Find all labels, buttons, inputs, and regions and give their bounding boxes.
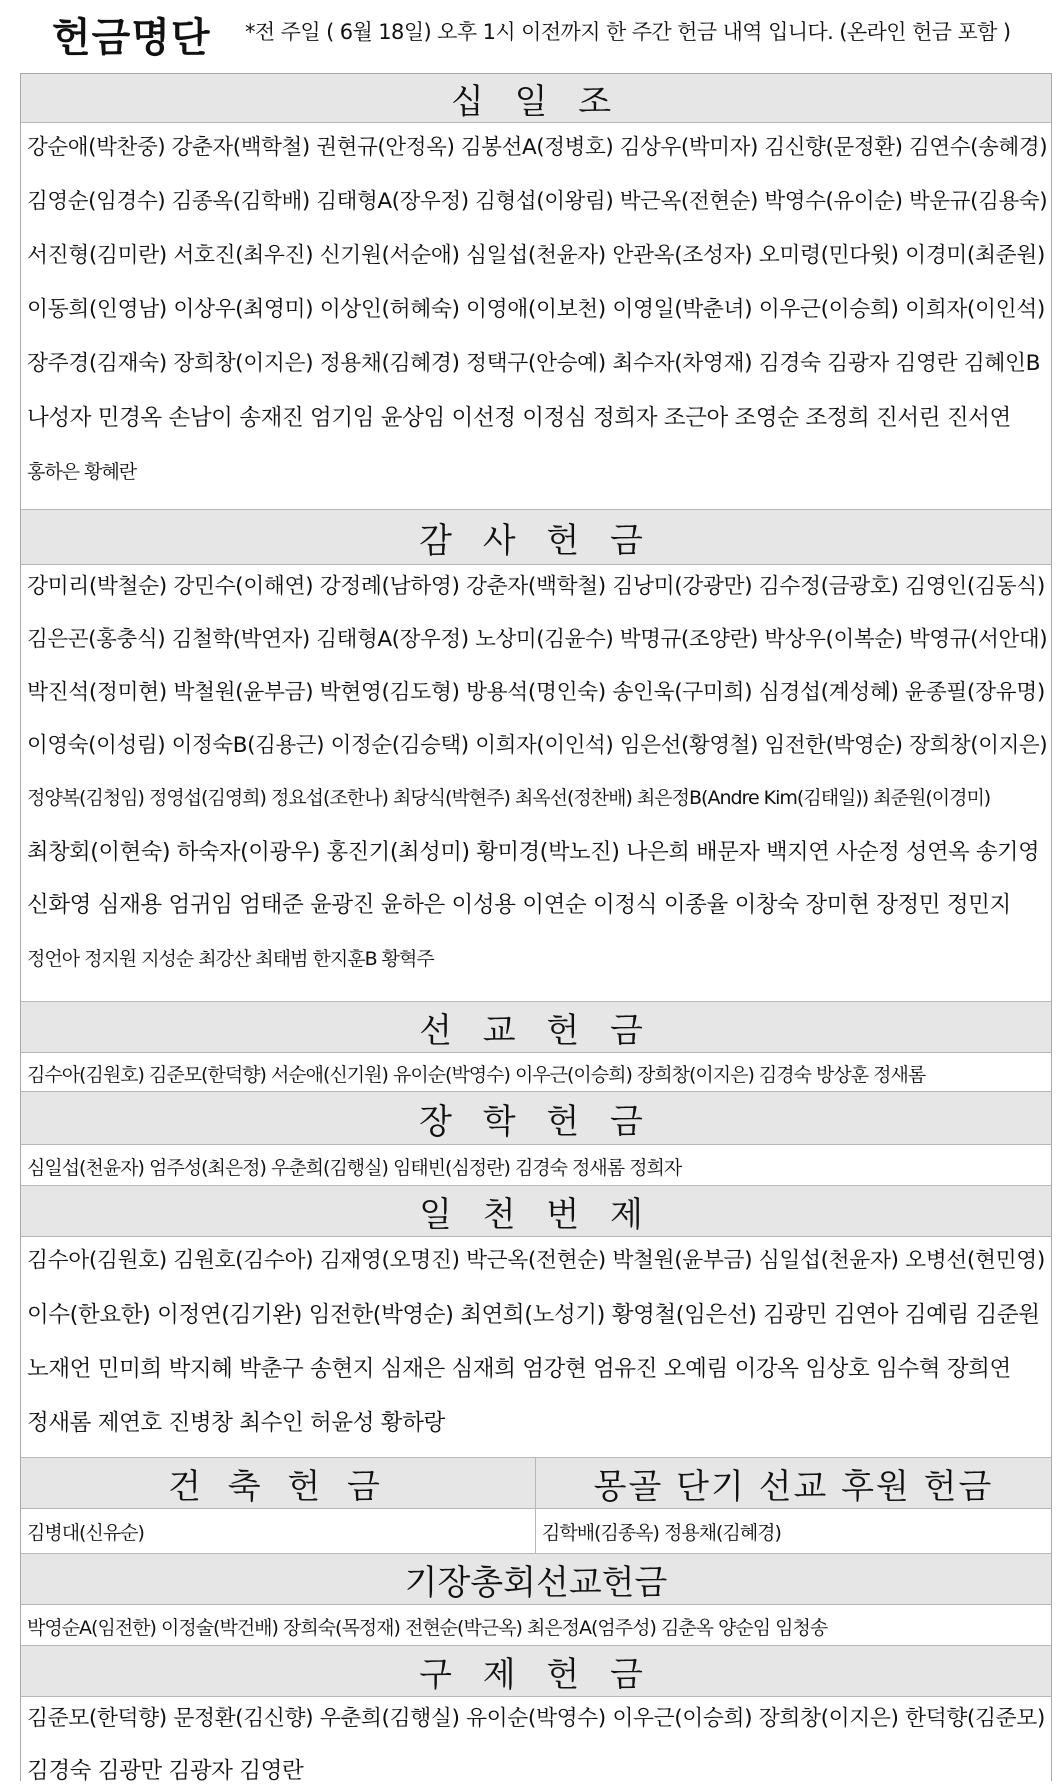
scholarship-list xyxy=(21,1144,1051,1186)
list-item: 김수아(김원호) 김원호(김수아) 김재영(오명진) 박근옥(전현순) 박철원(윤부금) 심일섭(천윤자) 오병선(현민영) xyxy=(27,1248,1045,1273)
thanks-list xyxy=(21,564,1051,1002)
page-title: 헌금명단 xyxy=(52,15,211,61)
list-item: 박영순A(임전한) 이정술(박건배) 장희숙(목정재) 전현순(박근옥) 최은정A(엄주성) 김춘옥 양순임 임청송 xyxy=(27,1617,828,1639)
list-item: 박진석(정미현) 박철원(윤부금) 박현영(김도형) 방용석(명인숙) 송인욱(구미희) 심경섭(계성혜) 윤종필(장유명) xyxy=(27,680,1045,705)
offering-board xyxy=(20,73,1052,1784)
thousand-list xyxy=(21,1236,1051,1458)
list-item: 이동희(인영남) 이상우(최영미) 이상인(허혜숙) 이영애(이보천) 이영일(박춘녀) 이우근(이승희) 이희자(이인석) xyxy=(27,297,1045,322)
list-item: 장주경(김재숙) 장희창(이지은) 정용채(김혜경) 정택구(안승예) 최수자(차영재) 김경숙 김광자 김영란 김혜인B xyxy=(27,351,1041,376)
list-item: 홍하은 황혜란 xyxy=(27,461,137,483)
building-heading: 건 축 헌 금 xyxy=(21,1458,535,1508)
list-item: 나성자 민경옥 손남이 송재진 엄기임 윤상임 이선정 이정심 정희자 조근아 조영순 조정희 진서린 진서연 xyxy=(27,405,1011,431)
list-item: 이수(한요한) 이정연(김기완) 임전한(박영순) 최연희(노성기) 황영철(임은선) 김광민 김연아 김예림 김준원 xyxy=(27,1302,1040,1328)
list-item: 신화영 심재용 엄귀임 엄태준 윤광진 윤하은 이성용 이연순 이정식 이종율 이창숙 장미현 장정민 정민지 xyxy=(27,892,1011,918)
mongolia-heading: 몽골 단기 선교 후원 헌금 xyxy=(536,1458,1051,1508)
list-item: 김경숙 김광만 김광자 김영란 xyxy=(27,1758,304,1784)
list-item: 정양복(김청임) 정영섭(김영희) 정요섭(조한나) 최당식(박현주) 최옥선(정찬배) 최은정B(Andre Kim(김태일)) 최준원(이경미) xyxy=(27,787,991,809)
gijang-heading: 기장총회선교헌금 xyxy=(21,1554,1051,1604)
list-item: 심일섭(천윤자) 엄주성(최은정) 우춘희(김행실) 임태빈(심정란) 김경숙 정새롬 정희자 xyxy=(27,1157,682,1179)
list-item: 강순애(박찬중) 강춘자(백학철) 권현규(안정옥) 김봉선A(정병호) 김상우(박미자) 김신향(문정환) 김연수(송혜경) xyxy=(27,135,1048,160)
list-item: 김은곤(홍충식) 김철학(박연자) 김태형A(장우정) 노상미(김윤수) 박명규(조양란) 박상우(이복순) 박영규(서안대) xyxy=(27,627,1048,652)
mongolia-item: 김학배(김종옥) 정용채(김혜경) xyxy=(542,1522,781,1544)
thousand-heading: 일 천 번 제 xyxy=(21,1186,1051,1236)
list-item: 정언아 정지원 지성순 최강산 최태범 한지훈B 황혁주 xyxy=(27,948,434,970)
mission-heading: 선 교 헌 금 xyxy=(21,1002,1051,1052)
list-item: 김준모(한덕향) 문정환(김신향) 우춘희(김행실) 유이순(박영수) 이우근(이승희) 장희창(이지은) 한덕향(김준모) xyxy=(27,1706,1045,1731)
relief-heading: 구 제 헌 금 xyxy=(21,1646,1051,1696)
list-item: 최창회(이현숙) 하숙자(이광우) 홍진기(최성미) 황미경(박노진) 나은희 배문자 백지연 사순정 성연옥 송기영 xyxy=(27,839,1040,865)
list-item: 노재언 민미희 박지혜 박춘구 송현지 심재은 심재희 엄강현 엄유진 오예림 이강옥 임상호 임수혁 장희연 xyxy=(27,1356,1011,1382)
building-item: 김병대(신유순) xyxy=(27,1522,144,1544)
split-list xyxy=(21,1508,1051,1554)
page-note: *전 주일 ( 6월 18일) 오후 1시 이전까지 한 주간 헌금 내역 입니다. (온라인 헌금 포함 ) xyxy=(245,20,1011,44)
scholarship-heading: 장 학 헌 금 xyxy=(21,1092,1051,1144)
thanks-heading: 감 사 헌 금 xyxy=(21,510,1051,564)
tithe-heading: 십 일 조 xyxy=(21,74,1051,122)
column-divider xyxy=(535,1458,536,1554)
list-item: 강미리(박철순) 강민수(이해연) 강정례(남하영) 강춘자(백학철) 김낭미(강광만) 김수정(금광호) 김영인(김동식) xyxy=(27,574,1045,599)
page-header xyxy=(0,0,1058,70)
list-item: 정새롬 제연호 진병창 최수인 허윤성 황하랑 xyxy=(27,1410,445,1436)
tithe-list xyxy=(21,122,1051,510)
relief-list xyxy=(21,1696,1051,1782)
gijang-list xyxy=(21,1604,1051,1646)
list-item: 서진형(김미란) 서호진(최우진) 신기원(서순애) 심일섭(천윤자) 안관옥(조성자) 오미령(민다윗) 이경미(최준원) xyxy=(27,243,1045,268)
list-item: 이영숙(이성림) 이정숙B(김용근) 이정순(김승택) 이희자(이인석) 임은선(황영철) 임전한(박영순) 장희창(이지은) xyxy=(27,733,1048,758)
split-section xyxy=(21,1458,1051,1554)
mission-list xyxy=(21,1052,1051,1092)
list-item: 김영순(임경수) 김종옥(김학배) 김태형A(장우정) 김형섭(이왕림) 박근옥(전현순) 박영수(유이순) 박운규(김용숙) xyxy=(27,189,1048,214)
list-item: 김수아(김원호) 김준모(한덕향) 서순애(신기원) 유이순(박영수) 이우근(이승희) 장희창(이지은) 김경숙 방상훈 정새롬 xyxy=(27,1064,926,1086)
